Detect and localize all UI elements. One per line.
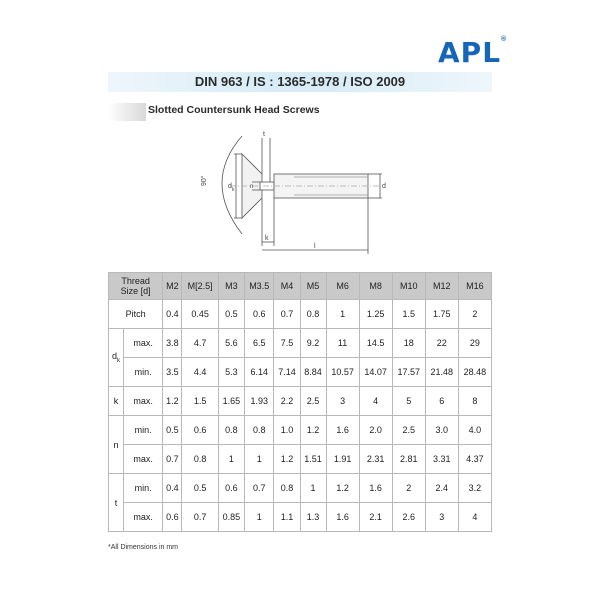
value-cell: 10.57 — [326, 358, 359, 387]
value-cell: 5 — [392, 387, 425, 416]
value-cell: 2.81 — [392, 445, 425, 474]
value-cell: 1.51 — [300, 445, 326, 474]
head-arc — [222, 136, 242, 234]
label-n: n — [250, 184, 254, 190]
value-cell: 6 — [425, 387, 458, 416]
value-cell: 3 — [425, 503, 458, 532]
sub-label-max: max. — [124, 387, 163, 416]
value-cell: 4.0 — [458, 416, 491, 445]
table-row-pitch — [109, 300, 492, 329]
value-cell: 1.75 — [425, 300, 458, 329]
value-cell: 0.8 — [218, 416, 244, 445]
row-label-k: k — [109, 387, 124, 416]
value-cell: 1 — [218, 445, 244, 474]
value-cell: 0.7 — [182, 503, 219, 532]
value-cell: 21.48 — [425, 358, 458, 387]
table-row-dk-min — [109, 358, 492, 387]
size-header: M4 — [274, 273, 300, 300]
sub-label-max: max. — [124, 329, 163, 358]
value-cell: 3.31 — [425, 445, 458, 474]
value-cell: 1.6 — [326, 416, 359, 445]
row-label-n: n — [109, 416, 124, 474]
logo-text: APL — [438, 36, 502, 69]
size-header: M3 — [218, 273, 244, 300]
value-cell: 7.14 — [274, 358, 300, 387]
value-cell: 2.1 — [359, 503, 392, 532]
dimension-table — [108, 272, 492, 532]
value-cell: 1.5 — [392, 300, 425, 329]
value-cell: 0.4 — [163, 474, 182, 503]
size-header: M5 — [300, 273, 326, 300]
value-cell: 1 — [244, 503, 274, 532]
value-cell: 3.5 — [163, 358, 182, 387]
value-cell: 7.5 — [274, 329, 300, 358]
value-cell: 1.25 — [359, 300, 392, 329]
value-cell: 29 — [458, 329, 491, 358]
row-label-t: t — [109, 474, 124, 532]
value-cell: 5.3 — [218, 358, 244, 387]
value-cell: 2.0 — [359, 416, 392, 445]
value-cell: 0.8 — [244, 416, 274, 445]
value-cell: 1 — [244, 445, 274, 474]
dimensions-note: *All Dimensions in mm — [108, 544, 179, 551]
value-cell: 4 — [359, 387, 392, 416]
value-cell: 4 — [458, 503, 491, 532]
dk-label-subscript: k — [117, 357, 120, 364]
value-cell: 0.5 — [163, 416, 182, 445]
value-cell: 3.2 — [458, 474, 491, 503]
label-k: k — [265, 235, 269, 242]
value-cell: 1 — [326, 300, 359, 329]
value-cell: 6.14 — [244, 358, 274, 387]
size-header: M3.5 — [244, 273, 274, 300]
value-cell: 28.48 — [458, 358, 491, 387]
apl-logo — [438, 36, 507, 69]
value-cell: 0.8 — [300, 300, 326, 329]
standard-title: DIN 963 / IS : 1365-1978 / ISO 2009 — [108, 72, 492, 92]
value-cell: 4.7 — [182, 329, 219, 358]
size-header: M12 — [425, 273, 458, 300]
label-l: l — [314, 243, 316, 250]
value-cell: 2 — [392, 474, 425, 503]
value-cell: 22 — [425, 329, 458, 358]
value-cell: 1.3 — [300, 503, 326, 532]
value-cell: 0.6 — [218, 474, 244, 503]
row-label-dk — [109, 329, 124, 387]
size-header: M10 — [392, 273, 425, 300]
value-cell: 8.84 — [300, 358, 326, 387]
size-header: M8 — [359, 273, 392, 300]
table-header-row — [109, 273, 492, 300]
value-cell: 1.2 — [326, 474, 359, 503]
value-cell: 1.2 — [274, 445, 300, 474]
value-cell: 2.5 — [392, 416, 425, 445]
table-row-n-min — [109, 416, 492, 445]
value-cell: 2.31 — [359, 445, 392, 474]
value-cell: 11 — [326, 329, 359, 358]
screw-drawing — [190, 124, 430, 262]
row-label-pitch: Pitch — [109, 300, 163, 329]
value-cell: 17.57 — [392, 358, 425, 387]
size-header: M2 — [163, 273, 182, 300]
value-cell: 0.8 — [274, 474, 300, 503]
value-cell: 14.5 — [359, 329, 392, 358]
value-cell: 18 — [392, 329, 425, 358]
subtitle-bar — [108, 103, 146, 121]
sub-label-min: min. — [124, 416, 163, 445]
value-cell: 3.0 — [425, 416, 458, 445]
sub-label-min: min. — [124, 474, 163, 503]
value-cell: 2.4 — [425, 474, 458, 503]
value-cell: 0.7 — [244, 474, 274, 503]
value-cell: 0.85 — [218, 503, 244, 532]
value-cell: 1.0 — [274, 416, 300, 445]
table-row-n-max — [109, 445, 492, 474]
value-cell: 1.1 — [274, 503, 300, 532]
thread-size-header — [109, 273, 163, 300]
value-cell: 1.5 — [182, 387, 219, 416]
value-cell: 0.8 — [182, 445, 219, 474]
value-cell: 3 — [326, 387, 359, 416]
value-cell: 6.5 — [244, 329, 274, 358]
value-cell: 1.91 — [326, 445, 359, 474]
value-cell: 0.6 — [244, 300, 274, 329]
thread-size-header-line1: Thread — [121, 276, 150, 286]
sub-label-min: min. — [124, 358, 163, 387]
value-cell: 2.2 — [274, 387, 300, 416]
table-row-t-max — [109, 503, 492, 532]
value-cell: 2.5 — [300, 387, 326, 416]
value-cell: 1.2 — [163, 387, 182, 416]
value-cell: 4.37 — [458, 445, 491, 474]
value-cell: 0.7 — [274, 300, 300, 329]
value-cell: 0.4 — [163, 300, 182, 329]
table-row-dk-max — [109, 329, 492, 358]
subtitle-section — [108, 103, 328, 121]
value-cell: 0.5 — [218, 300, 244, 329]
size-header: M6 — [326, 273, 359, 300]
sub-label-max: max. — [124, 503, 163, 532]
value-cell: 0.7 — [163, 445, 182, 474]
value-cell: 1 — [300, 474, 326, 503]
value-cell: 0.6 — [163, 503, 182, 532]
value-cell: 14.07 — [359, 358, 392, 387]
dk-label: d — [111, 351, 117, 362]
value-cell: 1.2 — [300, 416, 326, 445]
sub-label-max: max. — [124, 445, 163, 474]
logo-registered-mark: ® — [501, 36, 508, 43]
value-cell: 1.93 — [244, 387, 274, 416]
value-cell: 9.2 — [300, 329, 326, 358]
value-cell: 2.6 — [392, 503, 425, 532]
size-header: M[2.5] — [182, 273, 219, 300]
label-dk: d — [228, 183, 232, 190]
value-cell: 8 — [458, 387, 491, 416]
value-cell: 3.8 — [163, 329, 182, 358]
value-cell: 2 — [458, 300, 491, 329]
subtitle: Slotted Countersunk Head Screws — [148, 104, 320, 116]
value-cell: 5.6 — [218, 329, 244, 358]
value-cell: 0.5 — [182, 474, 219, 503]
label-angle: 90° — [201, 175, 208, 186]
label-t: t — [263, 131, 265, 138]
thread-size-header-line2: Size [d] — [120, 286, 151, 296]
value-cell: 0.6 — [182, 416, 219, 445]
value-cell: 0.45 — [182, 300, 219, 329]
value-cell: 4.4 — [182, 358, 219, 387]
label-dk-subscript: k — [232, 187, 235, 193]
size-header: M16 — [458, 273, 491, 300]
value-cell: 1.6 — [326, 503, 359, 532]
table-row-k-max — [109, 387, 492, 416]
value-cell: 1.6 — [359, 474, 392, 503]
label-d: d — [382, 183, 386, 190]
table-body — [109, 300, 492, 532]
value-cell: 1.65 — [218, 387, 244, 416]
table-row-t-min — [109, 474, 492, 503]
